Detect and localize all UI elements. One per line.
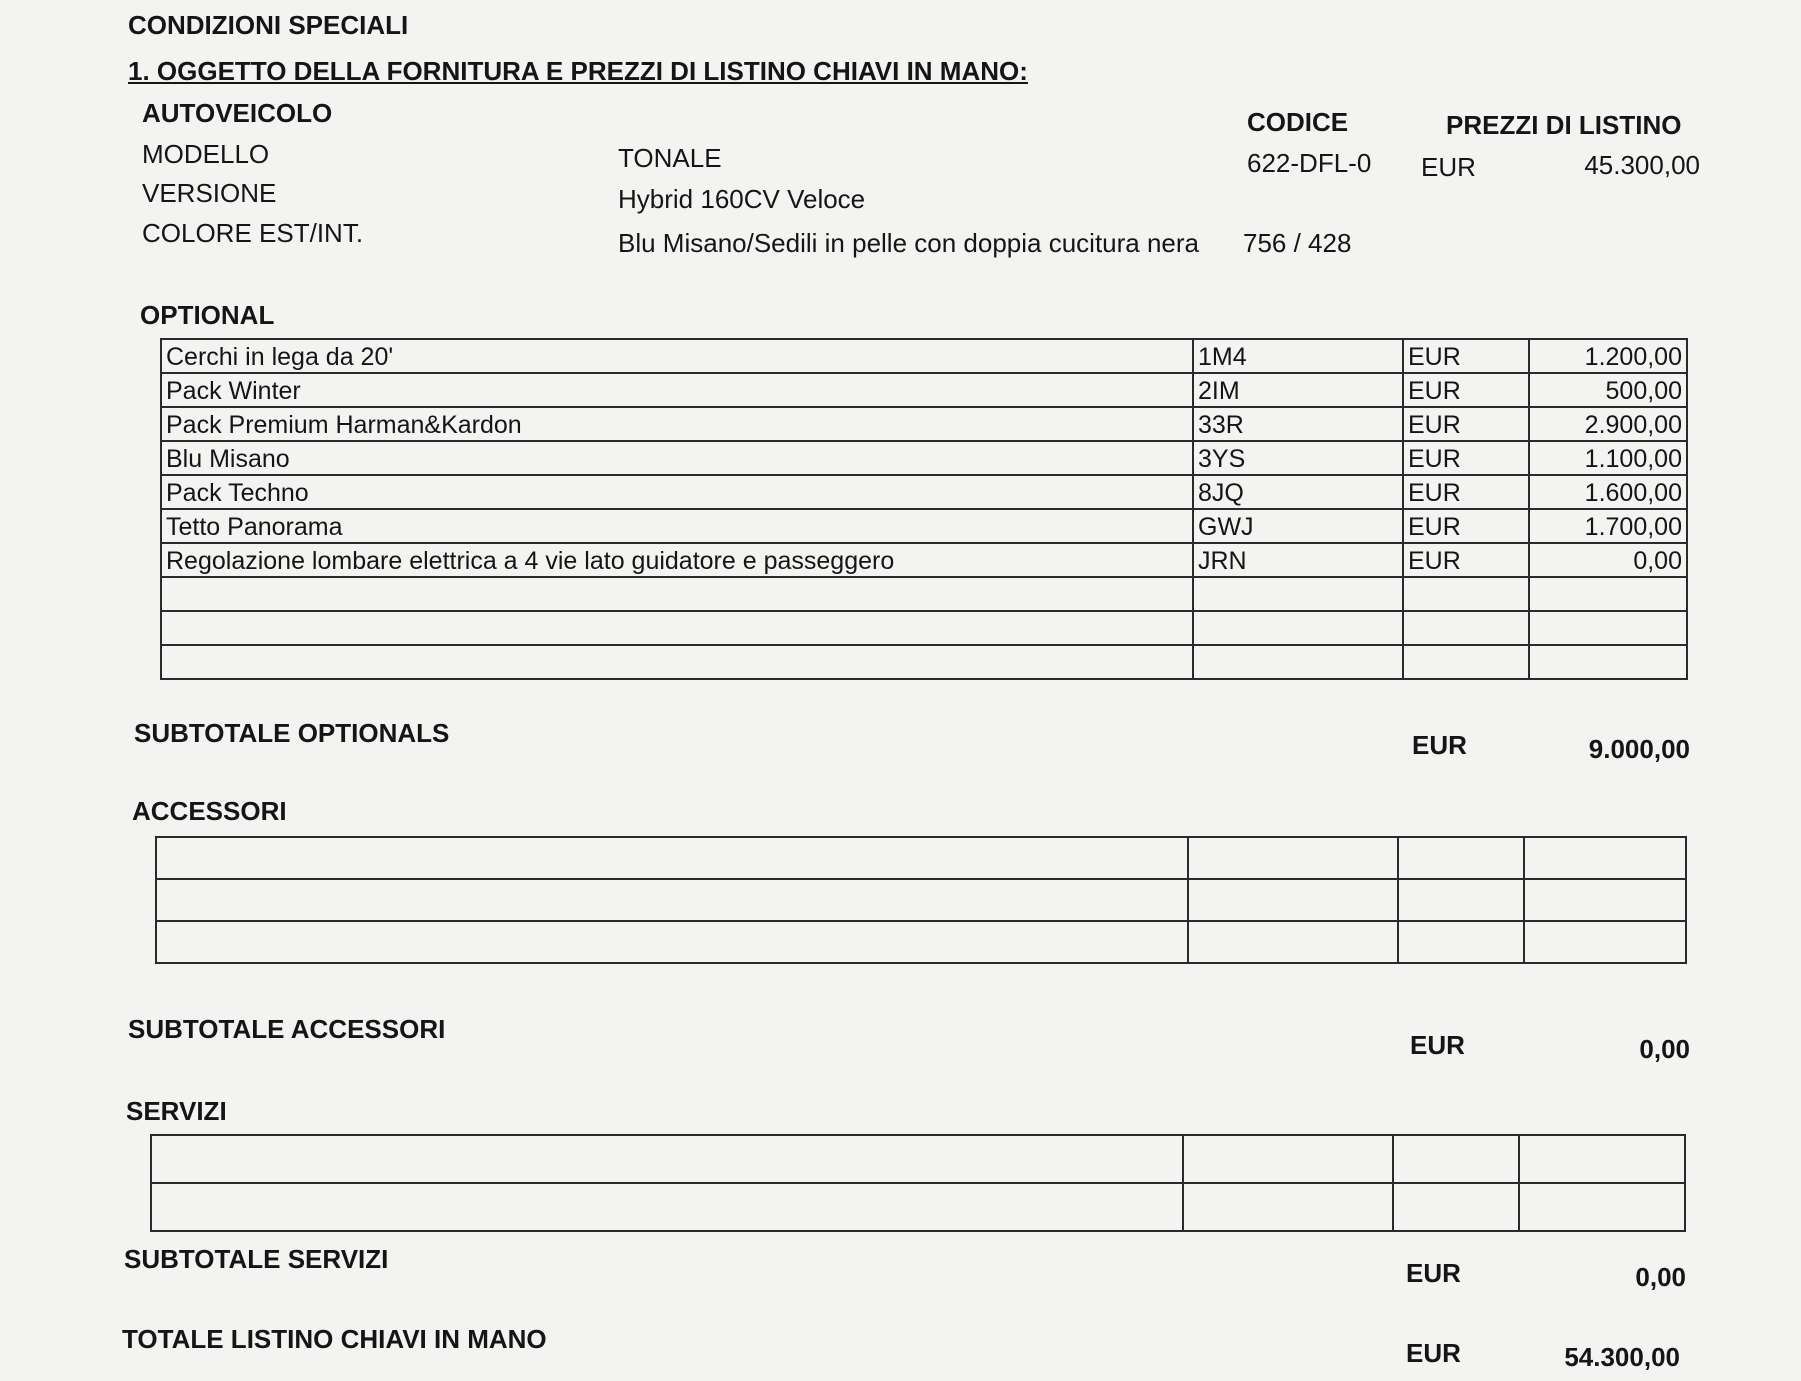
- table-row: [161, 407, 1687, 441]
- optional-price: 500,00: [1529, 373, 1687, 407]
- optional-code: 3YS: [1193, 441, 1403, 475]
- optional-description: Tetto Panorama: [161, 509, 1193, 543]
- optional-price: [1529, 645, 1687, 679]
- optionals-table: [160, 338, 1688, 680]
- table-row: [161, 509, 1687, 543]
- optional-code: [1193, 577, 1403, 611]
- table-row: [161, 475, 1687, 509]
- accessories-table: [155, 836, 1687, 964]
- subtotal-services-value: 0,00: [1635, 1262, 1686, 1292]
- optional-price: [1529, 577, 1687, 611]
- subtotal-optionals-value: 9.000,00: [1588, 734, 1690, 764]
- optional-description: Cerchi in lega da 20': [161, 339, 1193, 373]
- optional-heading: OPTIONAL: [140, 300, 275, 330]
- optional-price: 1.600,00: [1529, 475, 1687, 509]
- optional-description: [161, 577, 1193, 611]
- optional-price: 2.900,00: [1529, 407, 1687, 441]
- section-title: CONDIZIONI SPECIALI: [128, 10, 409, 40]
- optional-currency: EUR: [1403, 441, 1529, 475]
- model-price: 45.300,00: [1584, 150, 1700, 180]
- optional-description: Pack Techno: [161, 475, 1193, 509]
- optional-currency: EUR: [1403, 543, 1529, 577]
- version-value: Hybrid 160CV Veloce: [618, 184, 866, 214]
- services-heading: SERVIZI: [126, 1096, 227, 1126]
- services-table: [150, 1134, 1686, 1232]
- version-label: VERSIONE: [142, 178, 277, 208]
- table-row: [161, 577, 1687, 611]
- optional-description: Pack Winter: [161, 373, 1193, 407]
- table-row: [156, 921, 1686, 963]
- color-code: 756 / 428: [1243, 228, 1352, 258]
- table-row: [156, 837, 1686, 879]
- subtotal-accessories-value: 0,00: [1639, 1034, 1690, 1064]
- model-code: 622-DFL-0: [1247, 148, 1372, 178]
- optional-price: 1.700,00: [1529, 509, 1687, 543]
- subtotal-services-label: SUBTOTALE SERVIZI: [124, 1244, 389, 1274]
- optional-currency: [1403, 611, 1529, 645]
- table-row: [151, 1183, 1685, 1231]
- color-value: Blu Misano/Sedili in pelle con doppia cucitura nera: [618, 228, 1200, 258]
- optional-price: 1.200,00: [1529, 339, 1687, 373]
- subtotal-services-currency: EUR: [1406, 1258, 1461, 1288]
- model-currency: EUR: [1421, 152, 1476, 182]
- optional-description: Pack Premium Harman&Kardon: [161, 407, 1193, 441]
- price-column-header: PREZZI DI LISTINO: [1446, 110, 1682, 140]
- optional-description: [161, 645, 1193, 679]
- accessories-heading: ACCESSORI: [132, 796, 287, 826]
- table-row: [161, 373, 1687, 407]
- optional-price: 1.100,00: [1529, 441, 1687, 475]
- optional-currency: EUR: [1403, 339, 1529, 373]
- table-row: [161, 645, 1687, 679]
- optional-code: JRN: [1193, 543, 1403, 577]
- optional-code: 8JQ: [1193, 475, 1403, 509]
- code-column-header: CODICE: [1247, 107, 1349, 137]
- optional-code: GWJ: [1193, 509, 1403, 543]
- optional-code: 1M4: [1193, 339, 1403, 373]
- total-label: TOTALE LISTINO CHIAVI IN MANO: [122, 1324, 547, 1354]
- optional-code: 33R: [1193, 407, 1403, 441]
- optional-description: Regolazione lombare elettrica a 4 vie lato guidatore e passeggero: [161, 543, 1193, 577]
- optional-price: 0,00: [1529, 543, 1687, 577]
- optional-currency: EUR: [1403, 509, 1529, 543]
- optional-code: 2IM: [1193, 373, 1403, 407]
- total-currency: EUR: [1406, 1338, 1461, 1368]
- table-row: [161, 611, 1687, 645]
- optional-code: [1193, 611, 1403, 645]
- model-value: TONALE: [618, 143, 722, 173]
- optional-currency: EUR: [1403, 475, 1529, 509]
- optional-currency: EUR: [1403, 407, 1529, 441]
- table-row: [151, 1135, 1685, 1183]
- subtotal-accessories-currency: EUR: [1410, 1030, 1465, 1060]
- color-label: COLORE EST/INT.: [142, 218, 364, 248]
- optional-currency: [1403, 577, 1529, 611]
- total-value: 54.300,00: [1564, 1342, 1680, 1372]
- subtotal-optionals-currency: EUR: [1412, 730, 1467, 760]
- optional-code: [1193, 645, 1403, 679]
- model-label: MODELLO: [142, 139, 270, 169]
- section-subtitle: 1. OGGETTO DELLA FORNITURA E PREZZI DI LISTINO CHIAVI IN MANO:: [128, 56, 1028, 86]
- table-row: [161, 339, 1687, 373]
- table-row: [156, 879, 1686, 921]
- optional-price: [1529, 611, 1687, 645]
- optional-description: [161, 611, 1193, 645]
- table-row: [161, 543, 1687, 577]
- table-row: [161, 441, 1687, 475]
- subtotal-optionals-label: SUBTOTALE OPTIONALS: [134, 718, 450, 748]
- optional-currency: [1403, 645, 1529, 679]
- subtotal-accessories-label: SUBTOTALE ACCESSORI: [128, 1014, 446, 1044]
- optional-currency: EUR: [1403, 373, 1529, 407]
- optional-description: Blu Misano: [161, 441, 1193, 475]
- vehicle-heading: AUTOVEICOLO: [142, 98, 333, 128]
